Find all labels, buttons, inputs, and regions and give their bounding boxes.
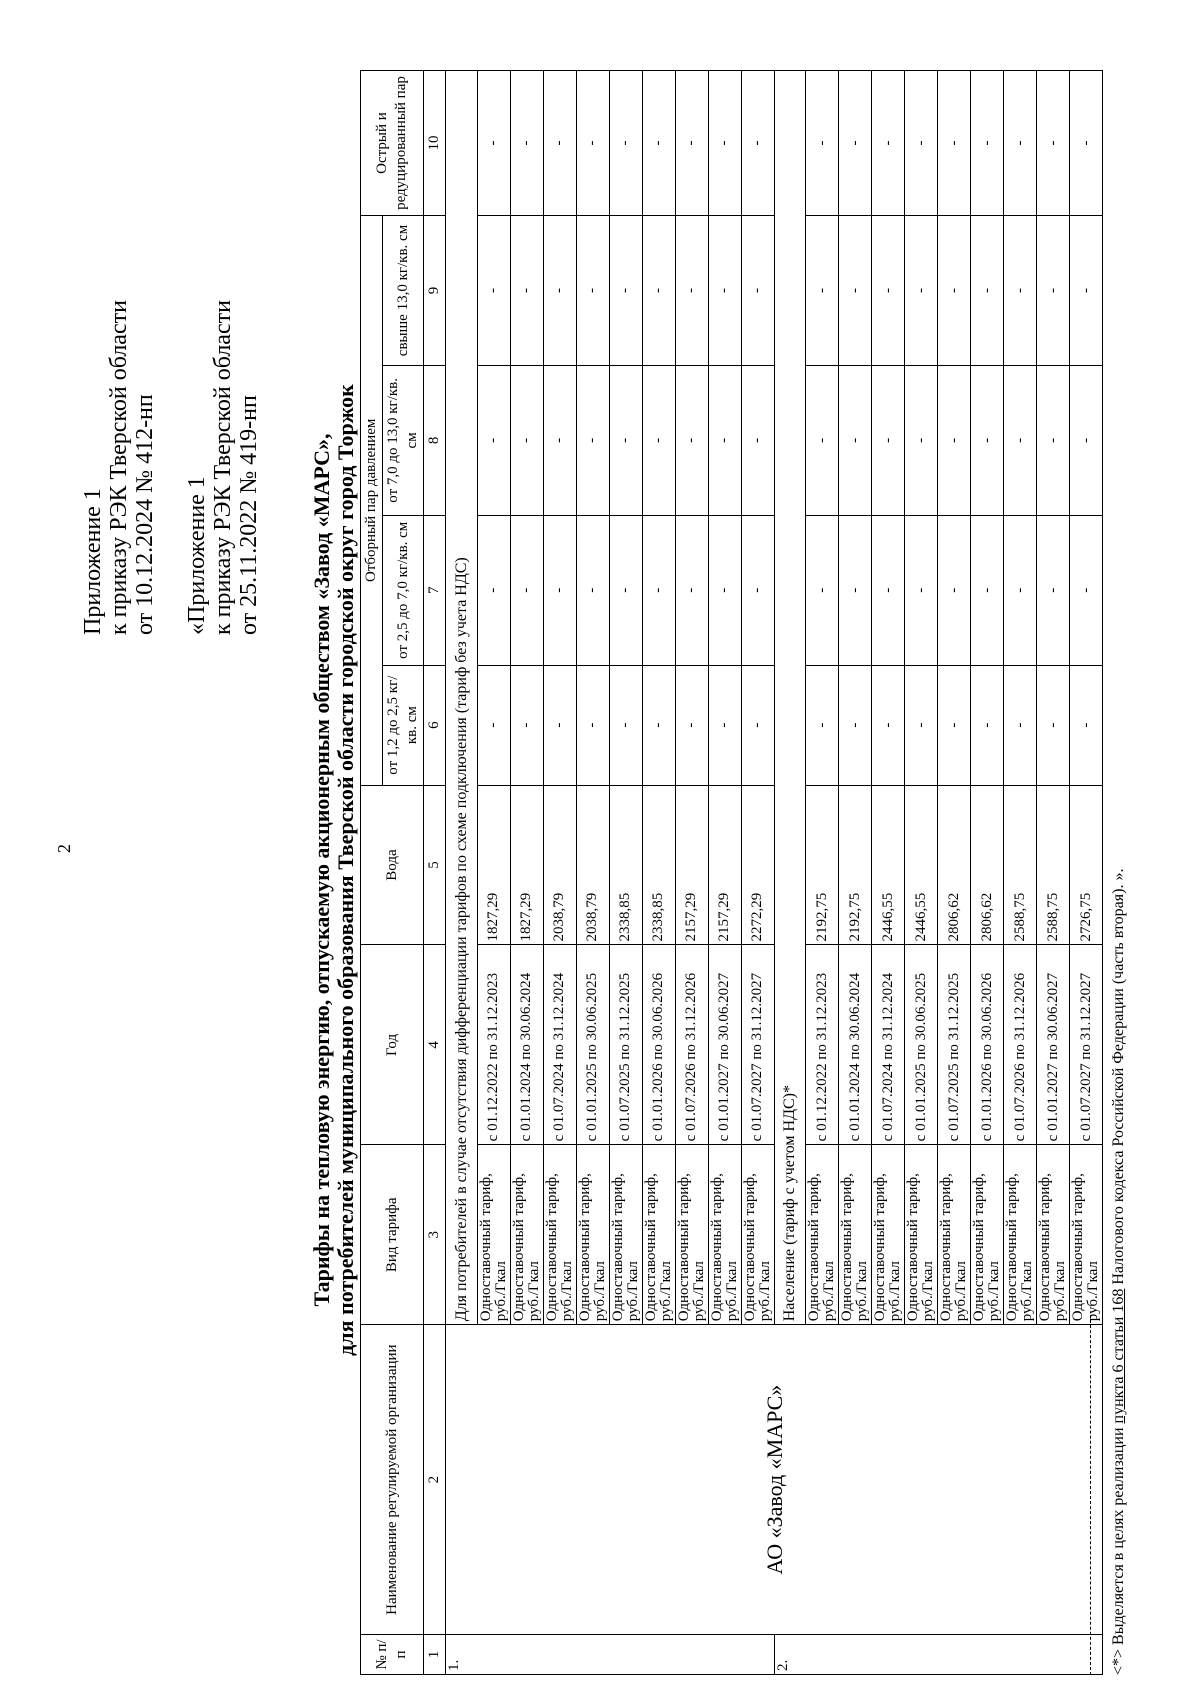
empty-dash-cell: - — [1004, 665, 1037, 785]
tariff-type-cell: Одноставочный тариф, руб./Гкал — [510, 1145, 543, 1325]
appendix-line: к приказу РЭК Тверской области — [106, 300, 132, 635]
period-cell: с 01.07.2026 по 31.12.2026 — [675, 945, 708, 1145]
empty-dash-cell: - — [675, 665, 708, 785]
water-cell: 2038,79 — [543, 785, 576, 945]
empty-dash-cell: - — [477, 365, 510, 515]
period-cell: с 01.01.2024 по 30.06.2024 — [510, 945, 543, 1145]
empty-dash-cell: - — [741, 71, 774, 216]
empty-dash-cell: - — [1070, 515, 1103, 665]
col-number: 4 — [424, 945, 446, 1145]
empty-dash-cell: - — [609, 515, 642, 665]
tariff-type-cell: Одноставочный тариф, руб./Гкал — [708, 1145, 741, 1325]
empty-dash-cell: - — [675, 515, 708, 665]
empty-dash-cell: - — [642, 71, 675, 216]
empty-dash-cell: - — [806, 515, 839, 665]
title-line-2: для потребителей муниципального образования Тверской области городской округ город Торжок — [333, 384, 358, 1356]
tariff-type-cell: Одноставочный тариф, руб./Гкал — [642, 1145, 675, 1325]
water-cell: 2806,62 — [938, 785, 971, 945]
period-cell: с 01.07.2024 по 31.12.2024 — [872, 945, 905, 1145]
empty-dash-cell: - — [1037, 71, 1070, 216]
empty-dash-cell: - — [741, 515, 774, 665]
empty-dash-cell: - — [642, 216, 675, 366]
empty-dash-cell: - — [708, 216, 741, 366]
empty-dash-cell: - — [971, 515, 1004, 665]
water-cell: 1827,29 — [477, 785, 510, 945]
empty-dash-cell: - — [543, 515, 576, 665]
empty-dash-cell: - — [872, 71, 905, 216]
section-title: Для потребителей в случае отсутствия дифференциации тарифов по схеме подключения (тариф без учета НДС) — [446, 71, 478, 1325]
col-number: 7 — [424, 515, 446, 665]
empty-dash-cell: - — [971, 665, 1004, 785]
empty-dash-cell: - — [642, 665, 675, 785]
appendix-line: Приложение 1 — [80, 488, 106, 635]
period-cell: с 01.07.2024 по 31.12.2024 — [543, 945, 576, 1145]
empty-dash-cell: - — [839, 365, 872, 515]
empty-dash-cell: - — [477, 71, 510, 216]
appendix-line: от 10.12.2024 № 412-нп — [132, 394, 158, 635]
tariff-type-cell: Одноставочный тариф, руб./Гкал — [905, 1145, 938, 1325]
empty-dash-cell: - — [1070, 71, 1103, 216]
tariff-type-cell: Одноставочный тариф, руб./Гкал — [477, 1145, 510, 1325]
empty-dash-cell: - — [806, 216, 839, 366]
header-p2: от 2,5 до 7,0 кг/кв. см — [383, 515, 424, 665]
empty-dash-cell: - — [938, 365, 971, 515]
header-p3: от 7,0 до 13,0 кг/кв. см — [383, 365, 424, 515]
water-cell: 2588,75 — [1004, 785, 1037, 945]
empty-dash-cell: - — [543, 665, 576, 785]
empty-dash-cell: - — [510, 515, 543, 665]
col-number: 6 — [424, 665, 446, 785]
tariff-type-cell: Одноставочный тариф, руб./Гкал — [675, 1145, 708, 1325]
water-cell: 2157,29 — [708, 785, 741, 945]
header-steam-group: Отборный пар давлением — [361, 216, 383, 786]
empty-dash-cell: - — [905, 71, 938, 216]
empty-dash-cell: - — [576, 365, 609, 515]
empty-dash-cell: - — [1037, 216, 1070, 366]
empty-dash-cell: - — [1070, 665, 1103, 785]
empty-dash-cell: - — [905, 665, 938, 785]
empty-dash-cell: - — [510, 665, 543, 785]
tariff-type-cell: Одноставочный тариф, руб./Гкал — [543, 1145, 576, 1325]
empty-dash-cell: - — [609, 365, 642, 515]
period-cell: с 01.01.2027 по 30.06.2027 — [1037, 945, 1070, 1145]
header-p4: свыше 13,0 кг/кв. см — [383, 216, 424, 366]
col-number: 9 — [424, 216, 446, 366]
water-cell: 2157,29 — [675, 785, 708, 945]
footnote-rule — [1090, 1315, 1091, 1675]
empty-dash-cell: - — [938, 71, 971, 216]
empty-dash-cell: - — [708, 665, 741, 785]
empty-dash-cell: - — [543, 216, 576, 366]
empty-dash-cell: - — [1004, 365, 1037, 515]
document-title — [310, 65, 358, 1675]
water-cell: 2338,85 — [609, 785, 642, 945]
empty-dash-cell: - — [510, 216, 543, 366]
empty-dash-cell: - — [642, 515, 675, 665]
appendix-line: от 25.11.2022 № 419-нп — [236, 395, 262, 635]
period-cell: с 01.07.2025 по 31.12.2025 — [609, 945, 642, 1145]
empty-dash-cell: - — [872, 216, 905, 366]
tariff-type-cell: Одноставочный тариф, руб./Гкал — [609, 1145, 642, 1325]
tariff-type-cell: Одноставочный тариф, руб./Гкал — [741, 1145, 774, 1325]
empty-dash-cell: - — [675, 71, 708, 216]
empty-dash-cell: - — [872, 665, 905, 785]
water-cell: 2588,75 — [1037, 785, 1070, 945]
period-cell: с 01.01.2025 по 30.06.2025 — [905, 945, 938, 1145]
empty-dash-cell: - — [708, 71, 741, 216]
empty-dash-cell: - — [510, 365, 543, 515]
period-cell: с 01.01.2027 по 30.06.2027 — [708, 945, 741, 1145]
period-cell: с 01.07.2025 по 31.12.2025 — [938, 945, 971, 1145]
appendix-line: «Приложение 1 — [184, 476, 210, 635]
empty-dash-cell: - — [576, 216, 609, 366]
rotated-page — [60, 65, 1160, 1675]
empty-dash-cell: - — [806, 665, 839, 785]
period-cell: с 01.12.2022 по 31.12.2023 — [806, 945, 839, 1145]
empty-dash-cell: - — [675, 216, 708, 366]
section-row — [446, 71, 478, 1675]
footnote-prefix: <*> Выделяется в целях реализации — [1110, 1423, 1127, 1675]
water-cell: 2338,85 — [642, 785, 675, 945]
water-cell: 2038,79 — [576, 785, 609, 945]
empty-dash-cell: - — [543, 365, 576, 515]
empty-dash-cell: - — [1004, 71, 1037, 216]
empty-dash-cell: - — [872, 365, 905, 515]
period-cell: с 01.07.2027 по 31.12.2027 — [741, 945, 774, 1145]
empty-dash-cell: - — [708, 365, 741, 515]
col-number: 3 — [424, 1145, 446, 1325]
empty-dash-cell: - — [905, 515, 938, 665]
empty-dash-cell: - — [741, 365, 774, 515]
empty-dash-cell: - — [905, 365, 938, 515]
tariff-type-cell: Одноставочный тариф, руб./Гкал — [839, 1145, 872, 1325]
tariff-type-cell: Одноставочный тариф, руб./Гкал — [1070, 1145, 1103, 1325]
empty-dash-cell: - — [576, 665, 609, 785]
footnote — [1110, 869, 1128, 1675]
empty-dash-cell: - — [477, 216, 510, 366]
empty-dash-cell: - — [510, 71, 543, 216]
tariff-type-cell: Одноставочный тариф, руб./Гкал — [938, 1145, 971, 1325]
period-cell: с 01.01.2026 по 30.06.2026 — [971, 945, 1004, 1145]
empty-dash-cell: - — [806, 71, 839, 216]
appendix-block — [80, 115, 262, 635]
water-cell: 2446,55 — [905, 785, 938, 945]
tariff-type-cell: Одноставочный тариф, руб./Гкал — [872, 1145, 905, 1325]
tariff-type-cell: Одноставочный тариф, руб./Гкал — [971, 1145, 1004, 1325]
empty-dash-cell: - — [1037, 665, 1070, 785]
empty-dash-cell: - — [938, 216, 971, 366]
header-water: Вода — [361, 785, 424, 945]
water-cell: 2806,62 — [971, 785, 1004, 945]
empty-dash-cell: - — [839, 216, 872, 366]
col-number: 5 — [424, 785, 446, 945]
empty-dash-cell: - — [839, 515, 872, 665]
empty-dash-cell: - — [609, 665, 642, 785]
empty-dash-cell: - — [741, 216, 774, 366]
water-cell: 2272,29 — [741, 785, 774, 945]
empty-dash-cell: - — [1004, 216, 1037, 366]
tariff-type-cell: Одноставочный тариф, руб./Гкал — [806, 1145, 839, 1325]
appendix-line: к приказу РЭК Тверской области — [210, 300, 236, 635]
header-num: № п/п — [361, 1635, 424, 1675]
org-name: АО «Завод «МАРС» — [446, 1325, 1103, 1635]
title-line-1: Тарифы на тепловую энергию, отпускаемую акционерным обществом «Завод «МАРС», — [309, 433, 334, 1307]
empty-dash-cell: - — [839, 665, 872, 785]
period-cell: с 01.12.2022 по 31.12.2023 — [477, 945, 510, 1145]
footnote-suffix: Налогового кодекса Российской Федерации (часть вторая). ». — [1110, 868, 1127, 1289]
empty-dash-cell: - — [971, 365, 1004, 515]
water-cell: 2192,75 — [839, 785, 872, 945]
empty-dash-cell: - — [477, 515, 510, 665]
empty-dash-cell: - — [839, 71, 872, 216]
col-number: 10 — [424, 71, 446, 216]
empty-dash-cell: - — [675, 365, 708, 515]
period-cell: с 01.01.2024 по 30.06.2024 — [839, 945, 872, 1145]
header-tariff-type: Вид тарифа — [361, 1145, 424, 1325]
empty-dash-cell: - — [576, 515, 609, 665]
empty-dash-cell: - — [576, 71, 609, 216]
water-cell: 2446,55 — [872, 785, 905, 945]
empty-dash-cell: - — [609, 216, 642, 366]
empty-dash-cell: - — [1004, 515, 1037, 665]
empty-dash-cell: - — [872, 515, 905, 665]
period-cell: с 01.01.2025 по 30.06.2025 — [576, 945, 609, 1145]
period-cell: с 01.07.2027 по 31.12.2027 — [1070, 945, 1103, 1145]
empty-dash-cell: - — [905, 216, 938, 366]
section-number: 2. — [774, 1635, 1103, 1675]
period-cell: с 01.01.2026 по 30.06.2026 — [642, 945, 675, 1145]
empty-dash-cell: - — [806, 365, 839, 515]
water-cell: 1827,29 — [510, 785, 543, 945]
tariff-type-cell: Одноставочный тариф, руб./Гкал — [576, 1145, 609, 1325]
header-org: Наименование регулируемой организации — [361, 1325, 424, 1635]
header-year: Год — [361, 945, 424, 1145]
col-number: 2 — [424, 1325, 446, 1635]
tariff-type-cell: Одноставочный тариф, руб./Гкал — [1004, 1145, 1037, 1325]
section-number: 1. — [446, 1635, 775, 1675]
empty-dash-cell: - — [971, 71, 1004, 216]
empty-dash-cell: - — [1037, 515, 1070, 665]
empty-dash-cell: - — [477, 665, 510, 785]
tariff-table — [360, 70, 1103, 1675]
empty-dash-cell: - — [609, 71, 642, 216]
footnote-link[interactable]: пункта 6 статьи 168 — [1110, 1288, 1127, 1424]
empty-dash-cell: - — [708, 515, 741, 665]
empty-dash-cell: - — [971, 216, 1004, 366]
empty-dash-cell: - — [1070, 365, 1103, 515]
page-number: 2 — [54, 844, 74, 853]
header-p1: от 1,2 до 2,5 кг/кв. см — [383, 665, 424, 785]
empty-dash-cell: - — [741, 665, 774, 785]
water-cell: 2726,75 — [1070, 785, 1103, 945]
header-sharp-steam: Острый и редуцированный пар — [361, 71, 424, 216]
empty-dash-cell: - — [1070, 216, 1103, 366]
empty-dash-cell: - — [938, 515, 971, 665]
empty-dash-cell: - — [938, 665, 971, 785]
column-numbers-row — [424, 71, 446, 1675]
section-title: Население (тариф с учетом НДС)* — [774, 71, 806, 1325]
empty-dash-cell: - — [642, 365, 675, 515]
col-number: 1 — [424, 1635, 446, 1675]
period-cell: с 01.07.2026 по 31.12.2026 — [1004, 945, 1037, 1145]
col-number: 8 — [424, 365, 446, 515]
tariff-type-cell: Одноставочный тариф, руб./Гкал — [1037, 1145, 1070, 1325]
water-cell: 2192,75 — [806, 785, 839, 945]
empty-dash-cell: - — [1037, 365, 1070, 515]
empty-dash-cell: - — [543, 71, 576, 216]
